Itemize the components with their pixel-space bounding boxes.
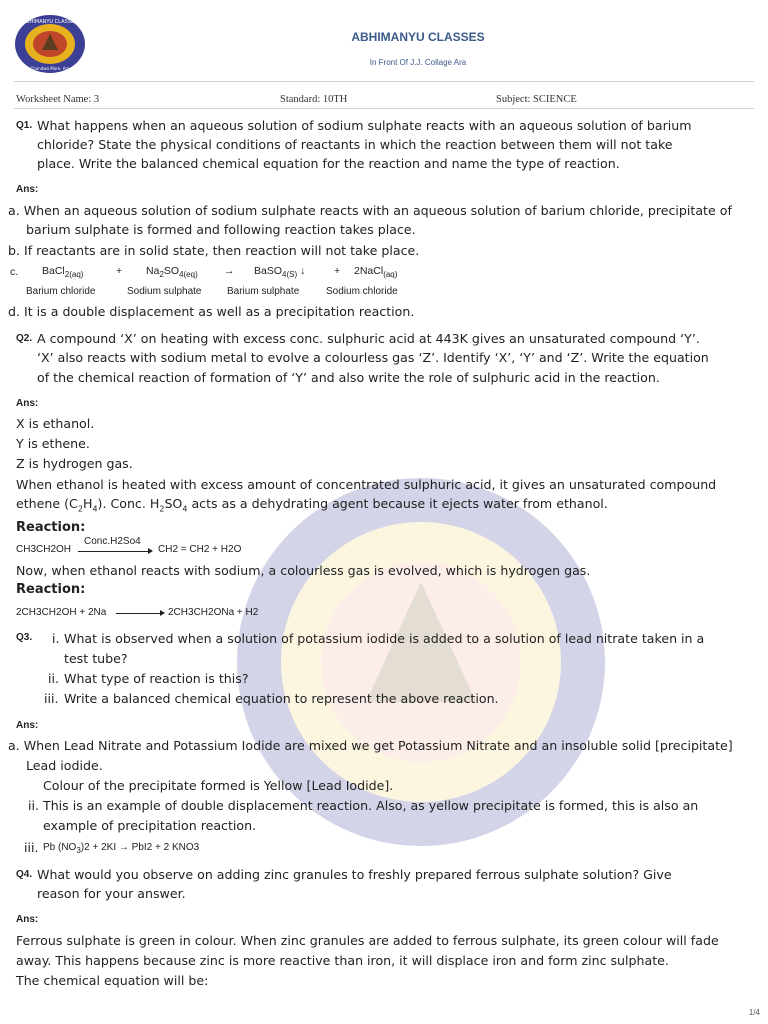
page-number: 1/4 <box>748 1008 760 1017</box>
equation-plus: + <box>116 265 123 277</box>
q4-line: What would you observe on adding zinc granules to freshly prepared ferrous sulphate solution? Give <box>37 867 672 882</box>
reaction-arrow-head <box>148 548 153 554</box>
page-title: ABHIMANYU CLASSES <box>351 30 485 44</box>
q2-ans-para: Now, when ethanol reacts with sodium, a colourless gas is evolved, which is hydrogen gas. <box>16 563 591 578</box>
equation-name: Sodium sulphate <box>127 286 202 297</box>
subject: Subject: SCIENCE <box>496 94 577 105</box>
q1-ans-a: a. When an aqueous solution of sodium sulphate reacts with an aqueous solution of barium chloride, precipitate of <box>8 203 732 218</box>
equation-arrow: → <box>224 265 235 277</box>
equation-name: Sodium chloride <box>326 286 398 297</box>
equation-name: Barium chloride <box>26 286 96 297</box>
q2-ans-label: Ans: <box>16 398 39 409</box>
q1-ans-label: Ans: <box>16 184 39 195</box>
reaction-arrow-line <box>78 551 150 552</box>
q3-ans-ii-label: ii. <box>28 798 40 813</box>
q4-ans-para: Ferrous sulphate is green in colour. When zinc granules are added to ferrous sulphate, its green colour will fade <box>16 933 719 948</box>
meta-rule <box>14 108 754 109</box>
q3-label: Q3. <box>16 632 33 643</box>
reaction-condition: Conc.H2So4 <box>84 536 141 547</box>
q3-ans-iii-equation: Pb $(NO_3)2 + 2KI \to PbI2 + 2$ KNO3 <box>43 842 200 855</box>
reaction-label: Reaction: <box>16 520 86 535</box>
q4-ans-label: Ans: <box>16 914 39 925</box>
q2-ans-para: When ethanol is heated with excess amount of concentrated sulphuric acid, it gives an unsaturated compound <box>16 477 717 492</box>
reaction-arrow-head <box>160 610 165 616</box>
q3-ans-a: a. When Lead Nitrate and Potassium Iodide are mixed we get Potassium Nitrate and an insoluble solid [precipitate] <box>8 738 733 753</box>
q3-ans-a: Lead iodide. <box>26 758 103 773</box>
equation-term: $Na_2SO_{4(eq)}$ <box>146 265 198 280</box>
equation-term: BaCl$_{2(aq)}$ <box>42 265 84 280</box>
equation-name: Barium sulphate <box>227 286 300 297</box>
q1-ans-c-label: c. <box>10 266 19 278</box>
reaction-right: CH2 = CH2 + H2O <box>158 544 242 555</box>
q3-item: test tube? <box>64 651 128 666</box>
q3-ans-ii: This is an example of double displacement reaction. Also, as yellow precipitate is formed, this is also an <box>43 798 699 813</box>
reaction-left: 2CH3CH2OH + 2Na <box>16 607 107 618</box>
q3-item: What type of reaction is this? <box>64 671 249 686</box>
q2-ans-y: Y is ethene. <box>16 436 90 451</box>
q1-line: What happens when an aqueous solution of sodium sulphate reacts with an aqueous solution of barium <box>37 118 692 133</box>
q3-item: Write a balanced chemical equation to represent the above reaction. <box>64 691 499 706</box>
standard: Standard: 10TH <box>280 94 348 105</box>
logo-text: ABHIMANYU CLASSES <box>22 19 78 25</box>
q4-label: Q4. <box>16 869 33 880</box>
q1-ans-b: b. If reactants are in solid state, then reaction will not take place. <box>8 243 420 258</box>
reaction-left: CH3CH2OH <box>16 544 72 555</box>
watermark <box>236 472 606 852</box>
q3-ans-label: Ans: <box>16 720 39 731</box>
q3-item-label: ii. <box>48 671 60 686</box>
q3-item-label: i. <box>52 631 60 646</box>
q4-ans-para: away. This happens because zinc is more reactive than iron, it will displace iron and form zinc sulphate. <box>16 953 669 968</box>
worksheet-name: Worksheet Name: 3 <box>16 94 100 105</box>
q4-ans-para: The chemical equation will be: <box>16 973 209 988</box>
q2-line: ‘X’ also reacts with sodium metal to evolve a colourless gas ‘Z’. Identify ‘X’, ‘Y’ and ‘Z’. Write the equation <box>37 350 709 365</box>
equation-term: BaSO$_{4(S)}$ ↓ <box>254 265 306 280</box>
q2-ans-z: Z is hydrogen gas. <box>16 456 133 471</box>
q1-label: Q1. <box>16 120 33 131</box>
q3-ans-ii: example of precipitation reaction. <box>43 818 257 833</box>
equation-term: 2NaCl$_{(aq)}$ <box>354 265 398 280</box>
q4-line: reason for your answer. <box>37 886 186 901</box>
reaction-label: Reaction: <box>16 582 86 597</box>
header-rule <box>14 81 754 82</box>
reaction-arrow-line <box>116 613 162 614</box>
reaction-right: 2CH3CH2ONa + H2 <box>168 607 259 618</box>
q2-line: of the chemical reaction of formation of ‘Y’ and also write the role of sulphuric acid in the reaction. <box>37 370 660 385</box>
logo-subtext: Chandwa More, Ara <box>30 66 70 71</box>
q3-item: What is observed when a solution of potassium iodide is added to a solution of lead nitrate taken in a <box>64 631 705 646</box>
q1-ans-d: d. It is a double displacement as well as a precipitation reaction. <box>8 304 415 319</box>
q1-ans-a: barium sulphate is formed and following reaction takes place. <box>26 222 416 237</box>
page-subtitle: In Front Of J.J. Collage Ara <box>369 58 467 67</box>
q2-line: A compound ‘X’ on heating with excess conc. sulphuric acid at 443K gives an unsaturated compound ‘Y’. <box>37 331 700 346</box>
q3-ans-iii-label: iii. <box>24 840 39 855</box>
q2-ans-para: ethene $(C_2H_4)$. Conc. $H_2SO_4$ acts as a dehydrating agent because it ejects water from ethanol. <box>16 496 608 514</box>
q3-ans-colour: Colour of the precipitate formed is Yellow [Lead Iodide]. <box>43 778 394 793</box>
q1-line: place. Write the balanced chemical equation for the reaction and name the type of reaction. <box>37 156 620 171</box>
q3-item-label: iii. <box>44 691 59 706</box>
q2-ans-x: X is ethanol. <box>16 416 95 431</box>
q2-label: Q2. <box>16 333 33 344</box>
q1-line: chloride? State the physical conditions of reactants in which the reaction between them will not take <box>37 137 673 152</box>
equation-plus: + <box>334 265 341 277</box>
